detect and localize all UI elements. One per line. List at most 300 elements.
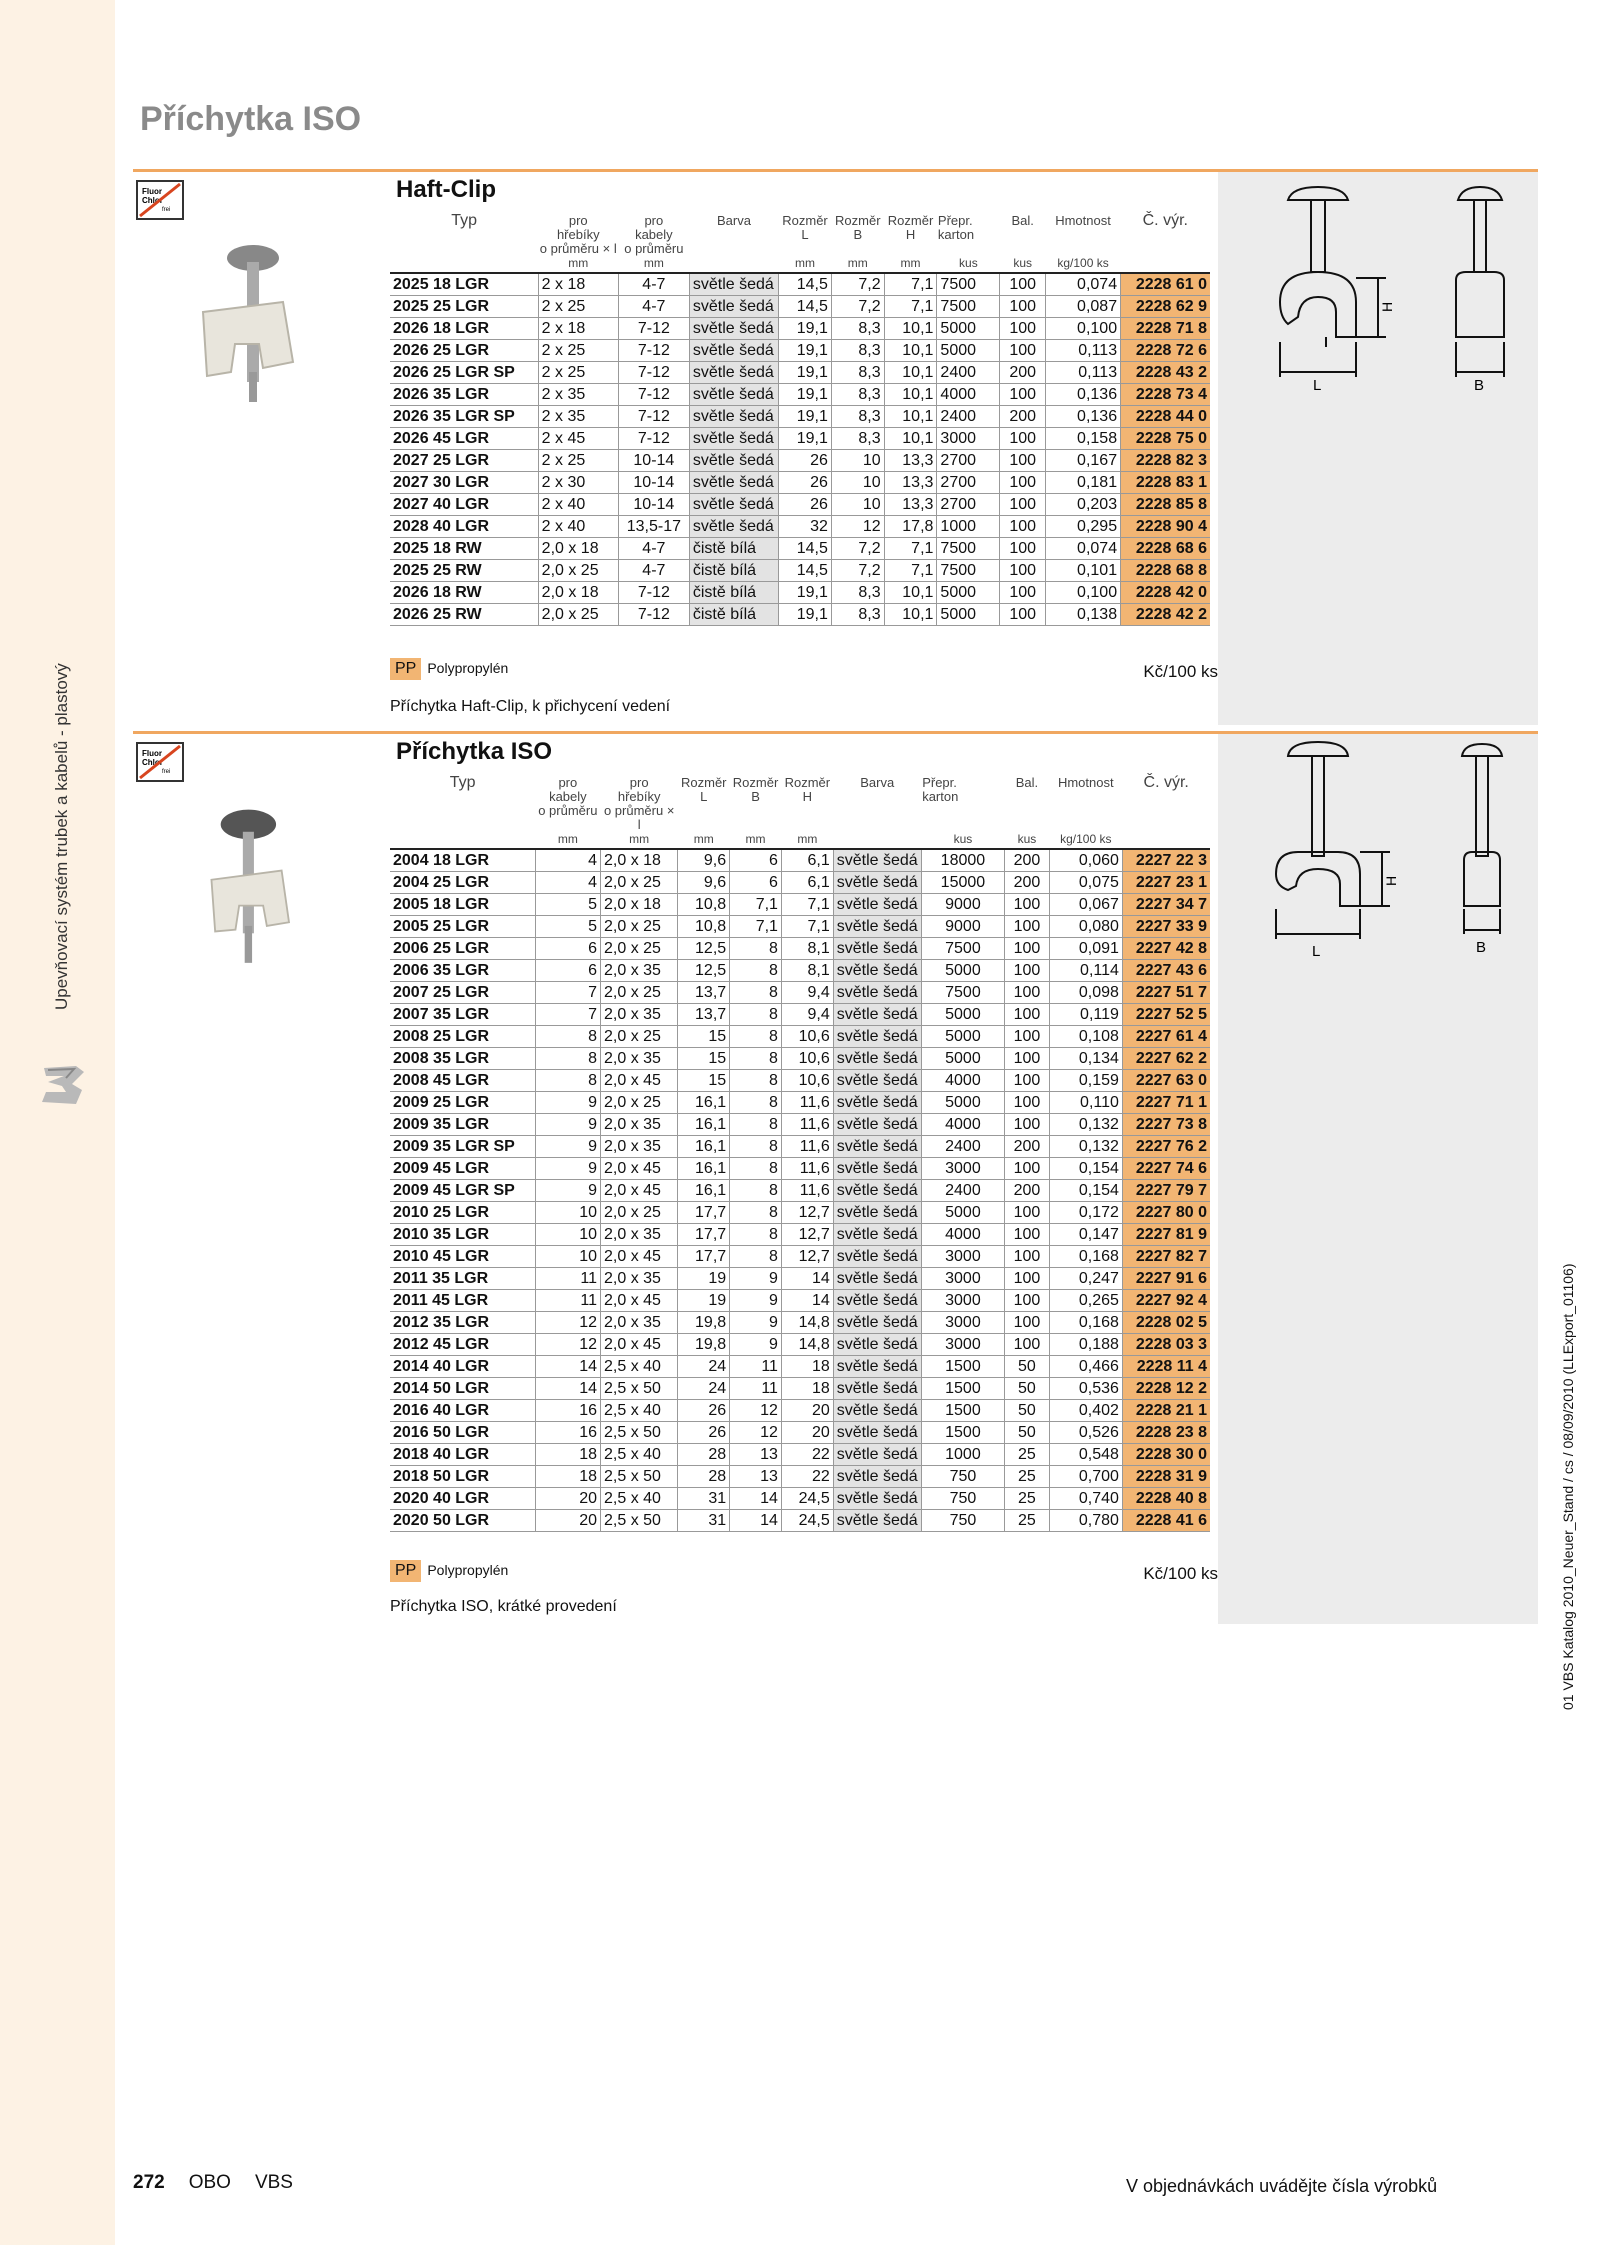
product-type-cell: 2020 50 LGR	[390, 1510, 535, 1532]
table-cell: 0,780	[1049, 1510, 1122, 1532]
table-cell: 1500	[921, 1378, 1004, 1400]
table-cell: 10,8	[678, 894, 730, 916]
table-cell: 100	[1000, 560, 1046, 582]
table-cell: 7,1	[781, 916, 833, 938]
table-cell: 100	[1005, 1114, 1049, 1136]
table-cell: 200	[1000, 362, 1046, 384]
page-number: 272	[133, 2172, 165, 2193]
table-cell: 2,0 x 35	[601, 1048, 678, 1070]
article-number-cell: 2228 82 3	[1121, 450, 1210, 472]
table-cell: 28	[678, 1466, 730, 1488]
article-number-cell: 2227 43 6	[1122, 960, 1210, 982]
table-cell: světle šedá	[689, 450, 778, 472]
table-row	[390, 1356, 1210, 1378]
table-header-row	[390, 776, 1210, 832]
table-cell: 0,147	[1049, 1224, 1122, 1246]
table-cell: 8	[730, 960, 782, 982]
table-cell: 100	[1005, 1268, 1049, 1290]
unit-label: mm	[601, 832, 678, 849]
material-name: Polypropylén	[427, 660, 509, 676]
unit-label: mm	[779, 256, 832, 273]
svg-text:Fluor: Fluor	[142, 187, 162, 196]
table-cell: 0,101	[1046, 560, 1121, 582]
product-type-cell: 2009 45 LGR SP	[390, 1180, 535, 1202]
product-type-cell: 2020 40 LGR	[390, 1488, 535, 1510]
table-cell: 8	[730, 1158, 782, 1180]
table-cell: 16,1	[678, 1180, 730, 1202]
table-cell: 0,138	[1046, 604, 1121, 626]
table-cell: 750	[921, 1466, 1004, 1488]
table-cell: 0,159	[1049, 1070, 1122, 1092]
table-cell: 13,5-17	[618, 516, 689, 538]
table-cell: 0,113	[1046, 362, 1121, 384]
table-cell: 2,5 x 40	[601, 1356, 678, 1378]
product-type-cell: 2027 30 LGR	[390, 472, 538, 494]
table-cell: 100	[1005, 1202, 1049, 1224]
unit-label: mm	[831, 256, 884, 273]
table-row	[390, 1114, 1210, 1136]
table-cell: 31	[678, 1510, 730, 1532]
table-cell: 200	[1005, 849, 1049, 872]
table-cell: 5000	[937, 340, 1000, 362]
col-header: Č. výr.	[1143, 774, 1189, 791]
table-cell: 17,7	[678, 1202, 730, 1224]
table-cell: 4-7	[618, 296, 689, 318]
table-cell: 3000	[921, 1334, 1004, 1356]
table-cell: 12	[831, 516, 884, 538]
table-cell: 4-7	[618, 538, 689, 560]
table-cell: 8	[730, 1070, 782, 1092]
product-type-cell: 2005 18 LGR	[390, 894, 535, 916]
table-row	[390, 1202, 1210, 1224]
table-cell: 2,0 x 35	[601, 1312, 678, 1334]
table-cell: 0,098	[1049, 982, 1122, 1004]
table-row	[390, 1312, 1210, 1334]
product-type-cell: 2009 35 LGR	[390, 1114, 535, 1136]
table-cell: 13,7	[678, 982, 730, 1004]
table-cell: 100	[1005, 960, 1049, 982]
product-type-cell: 2004 18 LGR	[390, 849, 535, 872]
table-cell: 0,402	[1049, 1400, 1122, 1422]
table-cell: 0,168	[1049, 1246, 1122, 1268]
table-cell: 1500	[921, 1400, 1004, 1422]
article-number-cell: 2228 90 4	[1121, 516, 1210, 538]
table-row	[390, 560, 1210, 582]
table-cell: 32	[779, 516, 832, 538]
table-cell: světle šedá	[833, 872, 921, 894]
table-cell: 2,0 x 18	[601, 894, 678, 916]
table-cell: 7,1	[730, 894, 782, 916]
table-cell: 11,6	[781, 1114, 833, 1136]
table-cell: 100	[1005, 1334, 1049, 1356]
table-cell: 11	[535, 1268, 600, 1290]
table-cell: 3000	[921, 1246, 1004, 1268]
product-type-cell: 2025 25 RW	[390, 560, 538, 582]
table-row	[390, 273, 1210, 296]
table-cell: 9	[535, 1158, 600, 1180]
table-cell: 1000	[937, 516, 1000, 538]
table-cell: 2 x 35	[538, 406, 618, 428]
col-header: pro hřebíky o průměru × l	[603, 775, 675, 832]
table-row	[390, 472, 1210, 494]
table-cell: 0,188	[1049, 1334, 1122, 1356]
table-cell: světle šedá	[833, 1136, 921, 1158]
table-cell: 8	[730, 1224, 782, 1246]
table-cell: 100	[1005, 894, 1049, 916]
table-cell: 100	[1000, 450, 1046, 472]
article-number-cell: 2227 74 6	[1122, 1158, 1210, 1180]
table-cell: světle šedá	[689, 494, 778, 516]
article-number-cell: 2228 02 5	[1122, 1312, 1210, 1334]
section-title: Haft-Clip	[396, 176, 496, 203]
table-cell: světle šedá	[833, 938, 921, 960]
article-number-cell: 2228 42 2	[1121, 604, 1210, 626]
table-cell: 7,2	[831, 538, 884, 560]
table-cell: 0,132	[1049, 1114, 1122, 1136]
product-type-cell: 2008 35 LGR	[390, 1048, 535, 1070]
article-number-cell: 2227 92 4	[1122, 1290, 1210, 1312]
table-cell: 9,6	[678, 872, 730, 894]
table-cell: 15000	[921, 872, 1004, 894]
table-cell: 5000	[921, 1202, 1004, 1224]
table-cell: 14,5	[779, 273, 832, 296]
product-type-cell: 2026 35 LGR	[390, 384, 538, 406]
table-cell: 8,3	[831, 384, 884, 406]
col-header: Rozměr L	[681, 775, 727, 804]
product-table	[390, 214, 1210, 626]
article-number-cell: 2227 82 7	[1122, 1246, 1210, 1268]
table-cell: 0,167	[1046, 450, 1121, 472]
table-cell: 13,3	[884, 450, 937, 472]
table-row	[390, 1092, 1210, 1114]
product-type-cell: 2009 25 LGR	[390, 1092, 535, 1114]
table-cell: 19,1	[779, 406, 832, 428]
unit-label: mm	[884, 256, 937, 273]
table-cell: 2,0 x 35	[601, 1268, 678, 1290]
col-header: Rozměr H	[784, 775, 831, 804]
table-cell: 8,3	[831, 428, 884, 450]
table-cell: 8	[730, 1180, 782, 1202]
unit-label: mm	[678, 832, 730, 849]
unit-label: mm	[781, 832, 833, 849]
table-cell: 9	[730, 1290, 782, 1312]
table-row	[390, 604, 1210, 626]
table-cell: 10	[831, 450, 884, 472]
table-cell: 2,0 x 25	[601, 938, 678, 960]
table-cell: 18	[535, 1444, 600, 1466]
table-cell: světle šedá	[833, 1312, 921, 1334]
table-cell: 4000	[921, 1224, 1004, 1246]
table-cell: 0,100	[1046, 318, 1121, 340]
table-cell: 0,119	[1049, 1004, 1122, 1026]
table-cell: 2,0 x 35	[601, 1004, 678, 1026]
table-row	[390, 538, 1210, 560]
table-cell: 2,0 x 25	[601, 1092, 678, 1114]
table-row	[390, 916, 1210, 938]
table-cell: 1500	[921, 1356, 1004, 1378]
table-cell: 0,091	[1049, 938, 1122, 960]
table-cell: 8	[535, 1070, 600, 1092]
product-type-cell: 2026 35 LGR SP	[390, 406, 538, 428]
table-cell: světle šedá	[833, 1356, 921, 1378]
table-cell: 11,6	[781, 1092, 833, 1114]
table-cell: 100	[1000, 384, 1046, 406]
table-units-row	[390, 256, 1210, 273]
table-row	[390, 872, 1210, 894]
table-cell: 2,0 x 25	[601, 916, 678, 938]
catalog-name: VBS	[254, 2172, 293, 2193]
table-row	[390, 1136, 1210, 1158]
table-cell: 100	[1005, 1158, 1049, 1180]
col-header: pro kabely o průměru	[624, 213, 684, 256]
table-cell: 2 x 25	[538, 362, 618, 384]
dim-l-label: L	[1312, 943, 1321, 960]
table-cell: světle šedá	[833, 1092, 921, 1114]
table-cell: 8,3	[831, 406, 884, 428]
page-title: Příchytka ISO	[140, 100, 362, 138]
article-number-cell: 2228 21 1	[1122, 1400, 1210, 1422]
col-header: Barva	[717, 213, 751, 228]
table-row	[390, 384, 1210, 406]
table-cell: 25	[1005, 1466, 1049, 1488]
article-number-cell: 2227 42 8	[1122, 938, 1210, 960]
table-cell: 10,6	[781, 1070, 833, 1092]
table-cell: 0,265	[1049, 1290, 1122, 1312]
table-cell: 5000	[937, 318, 1000, 340]
col-header: Hmotnost	[1057, 775, 1114, 790]
article-number-cell: 2227 80 0	[1122, 1202, 1210, 1224]
table-cell: 2 x 25	[538, 450, 618, 472]
table-cell: 2,5 x 50	[601, 1466, 678, 1488]
table-cell: 0,295	[1046, 516, 1121, 538]
table-row	[390, 1268, 1210, 1290]
table-cell: 10	[535, 1202, 600, 1224]
table-cell: 18	[781, 1356, 833, 1378]
table-cell: 2 x 25	[538, 340, 618, 362]
table-cell: 25	[1005, 1488, 1049, 1510]
table-cell: 2,0 x 25	[601, 1202, 678, 1224]
product-type-cell: 2027 25 LGR	[390, 450, 538, 472]
table-cell: 14	[535, 1356, 600, 1378]
table-cell: 100	[1005, 1048, 1049, 1070]
article-number-cell: 2228 73 4	[1121, 384, 1210, 406]
article-number-cell: 2227 52 5	[1122, 1004, 1210, 1026]
table-cell: 10,1	[884, 384, 937, 406]
table-cell: 2,5 x 50	[601, 1510, 678, 1532]
table-cell: 19,1	[779, 318, 832, 340]
article-number-cell: 2228 40 8	[1122, 1488, 1210, 1510]
table-cell: 2 x 18	[538, 318, 618, 340]
table-cell: 50	[1005, 1356, 1049, 1378]
col-header: Bal.	[1015, 775, 1039, 790]
article-number-cell: 2227 73 8	[1122, 1114, 1210, 1136]
product-type-cell: 2026 25 RW	[390, 604, 538, 626]
table-cell: světle šedá	[833, 1400, 921, 1422]
table-cell: 19	[678, 1268, 730, 1290]
section-description: Příchytka Haft-Clip, k přichycení vedení	[390, 698, 671, 715]
product-type-cell: 2011 35 LGR	[390, 1268, 535, 1290]
clip-drawing	[1218, 172, 1538, 422]
table-row	[390, 894, 1210, 916]
table-cell: 200	[1005, 1136, 1049, 1158]
col-header: Rozměr B	[835, 213, 881, 242]
col-header: Bal.	[1011, 213, 1034, 228]
table-cell: 10	[831, 494, 884, 516]
material-note	[390, 1560, 508, 1582]
table-cell: 14,8	[781, 1334, 833, 1356]
article-number-cell: 2227 79 7	[1122, 1180, 1210, 1202]
table-cell: 17,7	[678, 1224, 730, 1246]
table-cell: 2,0 x 25	[538, 560, 618, 582]
table-cell: 10,1	[884, 604, 937, 626]
table-cell: světle šedá	[833, 1488, 921, 1510]
article-number-cell: 2228 41 6	[1122, 1510, 1210, 1532]
table-cell: 14,5	[779, 296, 832, 318]
table-cell: světle šedá	[833, 1158, 921, 1180]
table-cell: 0,100	[1046, 582, 1121, 604]
table-cell: 7	[535, 982, 600, 1004]
table-cell: 100	[1005, 1070, 1049, 1092]
footer-left	[133, 2172, 317, 2194]
table-cell: světle šedá	[833, 1070, 921, 1092]
product-type-cell: 2027 40 LGR	[390, 494, 538, 516]
table-cell: 14	[781, 1290, 833, 1312]
article-number-cell: 2228 23 8	[1122, 1422, 1210, 1444]
table-cell: 5000	[937, 604, 1000, 626]
table-cell: 2 x 30	[538, 472, 618, 494]
svg-text:Chlor: Chlor	[142, 196, 163, 205]
table-cell: světle šedá	[833, 916, 921, 938]
table-cell: 9,6	[678, 849, 730, 872]
section-haft-clip	[133, 172, 1538, 725]
product-type-cell: 2025 18 LGR	[390, 273, 538, 296]
product-type-cell: 2014 40 LGR	[390, 1356, 535, 1378]
article-number-cell: 2227 76 2	[1122, 1136, 1210, 1158]
table-cell: 3000	[921, 1312, 1004, 1334]
table-cell: 100	[1000, 296, 1046, 318]
table-cell: 9	[730, 1268, 782, 1290]
export-info: 01 VBS Katalog 2010_Neuer_Stand / cs / 08/09/2010 (LLExport_01106)	[1560, 1263, 1576, 1710]
svg-text:frei: frei	[162, 207, 171, 213]
table-cell: 8	[730, 938, 782, 960]
table-cell: 0,074	[1046, 273, 1121, 296]
table-row	[390, 428, 1210, 450]
table-cell: 2,0 x 25	[601, 1026, 678, 1048]
table-cell: 12	[535, 1312, 600, 1334]
table-cell: světle šedá	[833, 1026, 921, 1048]
product-type-cell: 2025 25 LGR	[390, 296, 538, 318]
table-cell: 17,8	[884, 516, 937, 538]
table-cell: 10-14	[618, 494, 689, 516]
article-number-cell: 2228 68 6	[1121, 538, 1210, 560]
chapter-mark-icon	[36, 1062, 90, 1108]
table-cell: 14	[781, 1268, 833, 1290]
table-cell: 17,7	[678, 1246, 730, 1268]
table-cell: 100	[1000, 273, 1046, 296]
table-cell: 11,6	[781, 1136, 833, 1158]
table-cell: 19,8	[678, 1312, 730, 1334]
unit-label: mm	[535, 832, 600, 849]
table-cell: 0,074	[1046, 538, 1121, 560]
table-cell: 7,1	[884, 296, 937, 318]
table-cell: 0,110	[1049, 1092, 1122, 1114]
table-cell: 5000	[937, 582, 1000, 604]
table-cell: 2700	[937, 472, 1000, 494]
product-type-cell: 2026 18 LGR	[390, 318, 538, 340]
dim-h-label: H	[1383, 875, 1399, 886]
table-cell: 2,5 x 50	[601, 1422, 678, 1444]
product-table	[390, 776, 1210, 1532]
product-type-cell: 2007 25 LGR	[390, 982, 535, 1004]
table-cell: 4-7	[618, 560, 689, 582]
table-units-row	[390, 832, 1210, 849]
dim-l-label: L	[1313, 377, 1322, 394]
table-cell: 50	[1005, 1400, 1049, 1422]
table-cell: 2,5 x 40	[601, 1444, 678, 1466]
article-number-cell: 2227 33 9	[1122, 916, 1210, 938]
table-cell: světle šedá	[833, 849, 921, 872]
table-body	[390, 849, 1210, 1532]
table-cell: 25	[1005, 1510, 1049, 1532]
fluor-chlor-free-icon	[136, 180, 184, 220]
table-cell: 5000	[921, 1026, 1004, 1048]
table-cell: 7-12	[618, 340, 689, 362]
table-cell: světle šedá	[689, 428, 778, 450]
table-cell: 4	[535, 849, 600, 872]
table-cell: 10,6	[781, 1026, 833, 1048]
unit-label: kg/100 ks	[1046, 256, 1121, 273]
table-cell: 10,1	[884, 406, 937, 428]
table-cell: 7,1	[884, 273, 937, 296]
product-type-cell: 2010 25 LGR	[390, 1202, 535, 1224]
table-cell: 3000	[937, 428, 1000, 450]
table-cell: 2400	[937, 362, 1000, 384]
table-cell: 24	[678, 1356, 730, 1378]
table-cell: 750	[921, 1488, 1004, 1510]
table-cell: 3000	[921, 1268, 1004, 1290]
table-cell: 8,3	[831, 318, 884, 340]
table-cell: čistě bílá	[689, 582, 778, 604]
product-type-cell: 2012 45 LGR	[390, 1334, 535, 1356]
table-cell: 18000	[921, 849, 1004, 872]
table-row	[390, 362, 1210, 384]
dim-h-label: H	[1379, 301, 1395, 312]
table-cell: 12,5	[678, 960, 730, 982]
table-cell: 1000	[921, 1444, 1004, 1466]
table-cell: 0,466	[1049, 1356, 1122, 1378]
table-cell: 8,3	[831, 340, 884, 362]
table-cell: 5	[535, 916, 600, 938]
table-cell: světle šedá	[689, 362, 778, 384]
article-number-cell: 2228 85 8	[1121, 494, 1210, 516]
product-type-cell: 2010 35 LGR	[390, 1224, 535, 1246]
table-cell: 0,168	[1049, 1312, 1122, 1334]
unit-label: kus	[921, 832, 1004, 849]
table-cell: 2400	[921, 1136, 1004, 1158]
table-cell: 6,1	[781, 872, 833, 894]
unit-label	[833, 832, 921, 849]
footer-note: V objednávkách uvádějte čísla výrobků	[1126, 2176, 1438, 2196]
col-header: Rozměr B	[732, 775, 779, 804]
table-cell: 50	[1005, 1422, 1049, 1444]
table-cell: 0,075	[1049, 872, 1122, 894]
table-cell: 0,132	[1049, 1136, 1122, 1158]
table-cell: 0,136	[1046, 406, 1121, 428]
table-cell: 100	[1005, 916, 1049, 938]
table-cell: 3000	[921, 1290, 1004, 1312]
table-cell: čistě bílá	[689, 604, 778, 626]
table-cell: světle šedá	[833, 1290, 921, 1312]
